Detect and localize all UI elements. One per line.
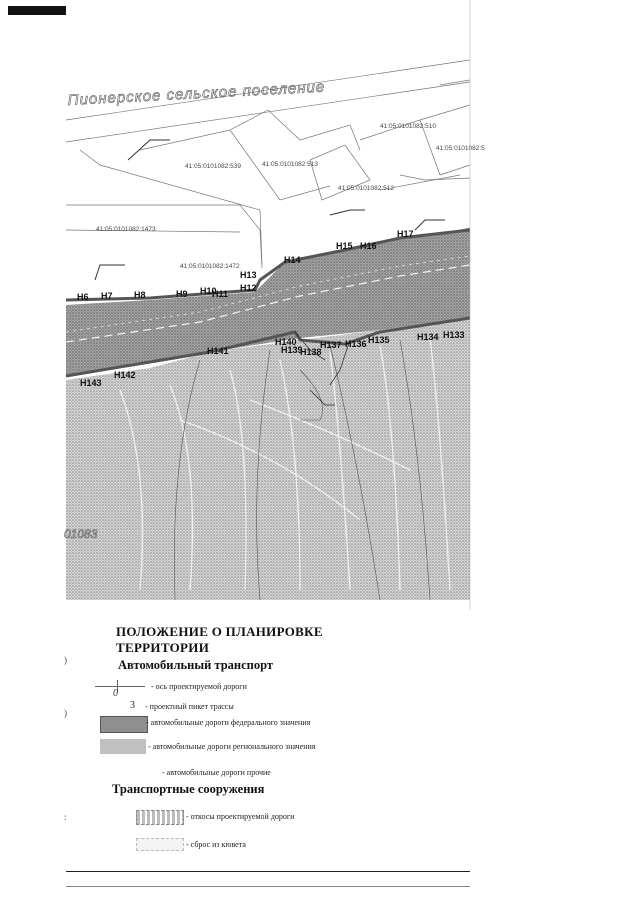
point-label: Н143 [80,378,102,388]
scan-mark [8,6,66,15]
margin-mark: : [64,812,67,822]
ditch-swatch [136,838,184,851]
parcel-label: 41:05:0101082:513 [262,161,319,168]
point-label: Н13 [240,270,257,280]
legend-item-axis: - ось проектируемой дороги [151,682,247,691]
point-label: Н138 [300,347,322,357]
point-label: Н12 [240,283,257,293]
point-label: Н11 [212,289,229,299]
legend-item-slopes: - откосы проектируемой дороги [186,812,295,821]
point-label: Н141 [207,346,229,356]
section-title-auto: Автомобильный транспорт [118,658,274,672]
point-label: Н9 [176,289,188,299]
slopes-swatch [136,810,184,825]
section-title-structures: Транспортные сооружения [112,782,265,796]
point-label: Н14 [284,255,301,265]
point-label: Н8 [134,290,146,300]
settlement-label: Пионерское сельское поселение [67,78,326,109]
picket-number: 3 [130,700,135,711]
point-label: Н140 [275,337,297,347]
point-label: Н10 [200,286,217,296]
margin-mark: ) [64,708,67,718]
point-label: Н142 [114,370,136,380]
legend-item-federal: - автомобильные дороги федерального значения [146,718,311,727]
legend-item-ditch: - сброс из кювета [186,840,246,849]
federal-road-swatch [100,716,148,733]
parcel-label: 41:05:0101082:510 [380,123,437,130]
legend-item-regional: - автомобильные дороги регионального значения [148,742,316,751]
legend-title: ПОЛОЖЕНИЕ О ПЛАНИРОВКЕ ТЕРРИТОРИИ [116,624,323,655]
corner-label: 01083 [64,527,98,541]
point-label: Н137 [320,340,342,350]
point-label: Н133 [443,330,465,340]
parcel-label: 41:05:0101082:512 [338,185,395,192]
parcel-label: 41:05:0101082:1472 [180,263,240,270]
point-label: Н15 [336,241,353,251]
regional-road-swatch [100,739,146,754]
parcel-label: 41:05:0101082:539 [185,163,242,170]
point-label: Н136 [345,339,367,349]
margin-mark: ) [64,655,67,665]
axis-number: 0 [113,688,118,699]
axis-line-swatch [95,686,145,687]
point-label: Н17 [397,229,414,239]
bottom-rule-2 [66,886,470,887]
legend-item-other: - автомобильные дороги прочие [162,768,271,777]
point-label: Н6 [77,292,89,302]
bottom-rule [66,871,470,872]
point-label: Н16 [360,241,377,251]
point-label: Н134 [417,332,439,342]
legend-item-picket: - проектный пикет трассы [145,702,234,711]
parcel-label: 41:05:0101082:5 [436,145,485,152]
point-label: Н139 [281,345,303,355]
point-label: Н7 [101,291,113,301]
parcel-label: 41:05:0101082:1473 [96,226,156,233]
point-label: Н135 [368,335,390,345]
